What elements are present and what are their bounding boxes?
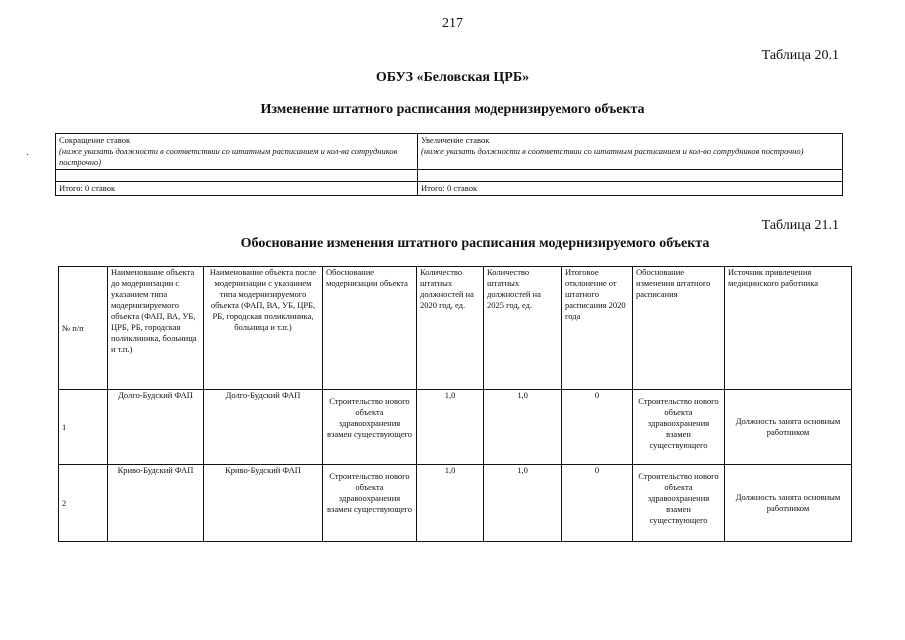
- staff-justification-table: [58, 266, 852, 542]
- increase-hint: (ниже указать должности в соответствии со штатным расписанием и кол-во сотрудников построчно): [421, 146, 804, 156]
- header-number: № п/п: [59, 267, 108, 390]
- header-object-before: Наименование объекта до модернизации с указанием типа модернизируемого объекта (ФАП, ВА, УБ, ЦРБ, РБ, городская поликлиника, больница и т.п.): [108, 267, 204, 390]
- object-before: Долго-Будский ФАП: [108, 390, 204, 465]
- object-after: Долго-Будский ФАП: [204, 390, 323, 465]
- count-2020: 1,0: [417, 465, 484, 542]
- header-change-reason: Обоснование изменения штатного расписания: [633, 267, 725, 390]
- staff-change-table: [55, 133, 843, 196]
- table-row: [59, 465, 852, 542]
- change-reason: Строительство нового объекта здравоохранения взамен существующего: [633, 390, 725, 465]
- object-after: Криво-Будский ФАП: [204, 465, 323, 542]
- table-20-label: Таблица 20.1: [761, 48, 839, 63]
- modernization-reason: Строительство нового объекта здравоохранения взамен существующего: [323, 465, 417, 542]
- table-21-title: Обоснование изменения штатного расписания модернизируемого объекта: [240, 236, 710, 251]
- staff-source: Должность занята основным работником: [725, 465, 852, 542]
- count-2025: 1,0: [484, 390, 562, 465]
- header-staff-source: Источник привлечения медицинского работника: [725, 267, 852, 390]
- reduction-cell: [56, 134, 418, 170]
- header-deviation: Итоговое отклонение от штатного расписания 2020 года: [562, 267, 633, 390]
- table-row: [59, 390, 852, 465]
- empty-cell: [418, 170, 843, 182]
- object-before: Криво-Будский ФАП: [108, 465, 204, 542]
- table-21-label: Таблица 21.1: [761, 218, 839, 233]
- header-modernization-reason: Обоснование модернизации объекта: [323, 267, 417, 390]
- table-row: [56, 170, 843, 182]
- deviation: 0: [562, 465, 633, 542]
- count-2020: 1,0: [417, 390, 484, 465]
- increase-header: Увеличение ставок: [421, 135, 490, 145]
- header-count-2020: Количество штатных должностей на 2020 год, ед.: [417, 267, 484, 390]
- header-object-after: Наименование объекта после модернизации с указанием типа модернизируемого объекта (ФАП, ВА, УБ, ЦРБ, РБ, городская поликлиника, больница и т.п.): [204, 267, 323, 390]
- staff-source: Должность занята основным работником: [725, 390, 852, 465]
- table-row: [56, 182, 843, 196]
- count-2025: 1,0: [484, 465, 562, 542]
- change-reason: Строительство нового объекта здравоохранения взамен существующего: [633, 465, 725, 542]
- reduction-header: Сокращение ставок: [59, 135, 131, 145]
- modernization-reason: Строительство нового объекта здравоохранения взамен существующего: [323, 390, 417, 465]
- increase-total: Итого: 0 ставок: [418, 182, 843, 196]
- page-number: 217: [442, 16, 463, 31]
- reduction-hint: (ниже указать должности в соответствии со штатным расписанием и кол-ва сотрудников построчно): [59, 146, 398, 167]
- scan-dot: ·: [26, 150, 30, 161]
- header-count-2025: Количество штатных должностей на 2025 год, ед.: [484, 267, 562, 390]
- table-row: [56, 134, 843, 170]
- reduction-total: Итого: 0 ставок: [56, 182, 418, 196]
- table-20-title: Изменение штатного расписания модернизируемого объекта: [260, 102, 645, 117]
- deviation: 0: [562, 390, 633, 465]
- empty-cell: [56, 170, 418, 182]
- row-number: 1: [59, 390, 108, 465]
- increase-cell: [418, 134, 843, 170]
- organization-title: ОБУЗ «Беловская ЦРБ»: [375, 70, 530, 85]
- header-row: [59, 267, 852, 390]
- row-number: 2: [59, 465, 108, 542]
